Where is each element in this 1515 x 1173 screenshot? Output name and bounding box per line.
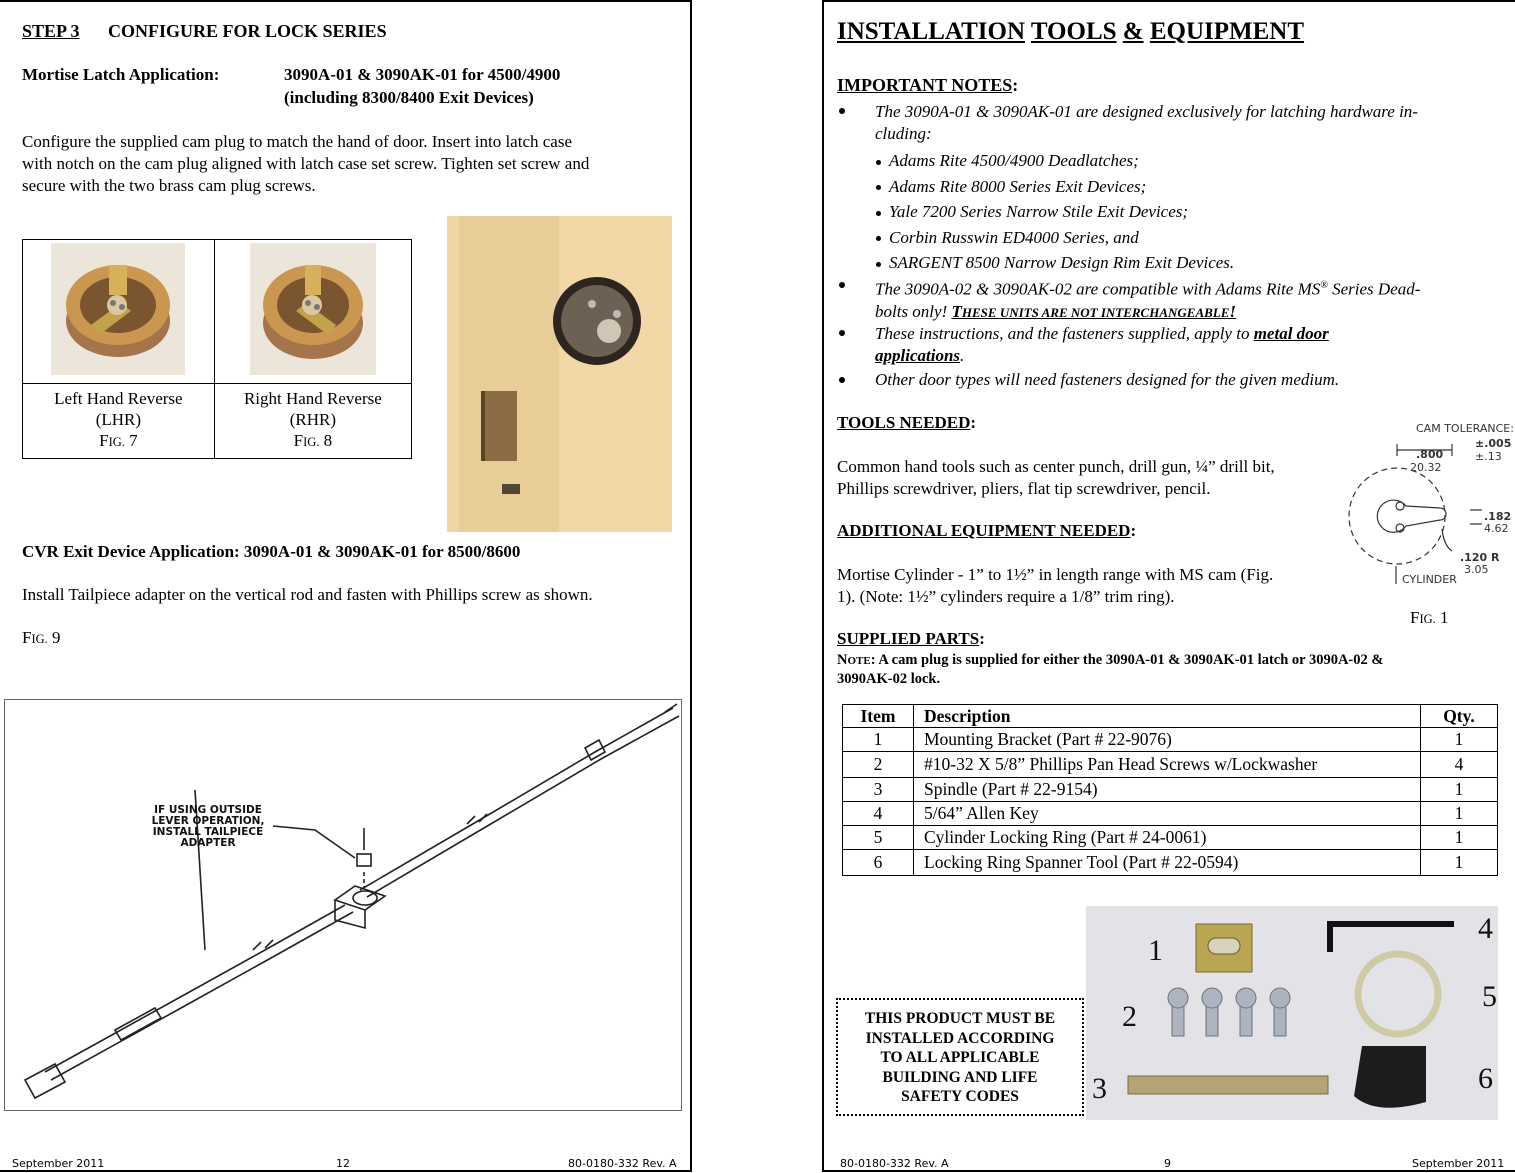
photo-number-1: 1 [1148,934,1163,967]
note-1-line-1: The 3090A-01 & 3090AK-01 are designed exclusively for latching hardware in- [875,102,1418,121]
step-title: CONFIGURE FOR LOCK SERIES [108,21,387,41]
title-word-3: EQUIPMENT [1149,18,1305,45]
dim2-in: .182 [1484,510,1512,523]
left-page [0,0,692,1172]
supplied-parts-photo [1086,906,1498,1120]
right-footer-page: 9 [1164,1157,1171,1170]
tol-in: ±.005 [1475,437,1512,450]
right-footer-doc: 80-0180-332 Rev. A [840,1157,949,1170]
note-4: Other door types will need fasteners designed for the given medium. [875,370,1340,389]
table-row: 2 #10-32 X 5/8” Phillips Pan Head Screws w/Lockwasher 4 [843,752,1498,778]
additional-line-1: Mortise Cylinder - 1” to 1½” in length range with MS cam (Fig. [837,565,1274,584]
supplied-note: NOTE: A cam plug is supplied for either the 3090A-01 & 3090AK-01 latch or 3090A-02 & 3090AK-02 lock. [837,652,1384,687]
table-header-row [843,705,1498,728]
title-amp: & [1122,18,1144,45]
tools-heading: TOOLS NEEDED: [837,413,977,432]
photo-number-2: 2 [1122,1000,1137,1033]
table-row: 1 Mounting Bracket (Part # 22-9076) 1 [843,728,1498,752]
additional-heading: ADDITIONAL EQUIPMENT NEEDED: [837,521,1137,540]
note-2: The 3090A-02 & 3090AK-02 are compatible with Adams Rite MS® Series Dead- bolts only! THESE UNITS ARE NOT INTERCHANGEABLE! [875,279,1421,321]
lhr-caption [23,384,215,459]
mortise-label: Mortise Latch Application: [22,65,220,84]
tools-line-1: Common hand tools such as center punch, drill gun, ¼” drill bit, [837,457,1275,476]
cam-tolerance-drawing [1340,416,1515,591]
note-3: These instructions, and the fasteners supplied, apply to metal door applications. [875,324,1329,365]
table-row: 3 Spindle (Part # 22-9154) 1 [843,778,1498,802]
lhr-cam-plug-image [51,243,185,375]
mortise-value-1: 3090A-01 & 3090AK-01 for 4500/4900 [284,65,561,84]
dim1-in: .800 [1416,448,1444,461]
title-word-1: INSTALLATION [837,18,1026,45]
compatible-hardware-list [876,148,1234,276]
page-title [837,18,1304,46]
fig1-label: FIG. 1 [1410,608,1449,627]
table-row: 5 Cylinder Locking Ring (Part # 24-0061) 1 [843,826,1498,850]
fig9-label: FIG. 9 [22,628,61,647]
rhr-caption-line1: Right Hand Reverse [243,389,382,408]
photo-number-6: 6 [1478,1062,1493,1095]
cylinder-label: CYLINDER [1402,573,1457,586]
warning-line-3: TO ALL APPLICABLE [880,1049,1040,1066]
step-label: STEP 3 [22,21,80,41]
left-footer-date: September 2011 [12,1157,105,1170]
dim3-in: .120 R [1460,551,1500,564]
dim3-mm: 3.05 [1464,563,1489,576]
warning-line-4: BUILDING AND LIFE [882,1068,1038,1086]
configure-line-3: secure with the two brass cam plug screws. [22,176,316,195]
list-item: Adams Rite 8000 Series Exit Devices; [876,174,1234,200]
list-item: Corbin Russwin ED4000 Series, and [876,225,1234,251]
lhr-caption-line2: (LHR) [95,410,142,429]
callout-line-1: IF USING OUTSIDE [154,804,262,816]
table-row: 6 Locking Ring Spanner Tool (Part # 22-0594) 1 [843,850,1498,876]
dim1-mm: 20.32 [1410,461,1442,474]
bullet [839,282,845,288]
rhr-photo-cell [214,240,411,384]
additional-paragraph [837,564,1273,608]
lhr-caption-line1: Left Hand Reverse [54,389,183,408]
additional-line-2: 1). (Note: 1½” cylinders require a 1/8” trim ring). [837,587,1175,606]
col-qty: Qty. [1421,705,1498,728]
rhr-caption-line2: (RHR) [289,410,337,429]
configure-line-2: with notch on the cam plug aligned with latch case set screw. Tighten set screw and [22,154,590,173]
bullet [839,377,845,383]
col-description: Description [914,705,1421,728]
list-item: Adams Rite 4500/4900 Deadlatches; [876,148,1234,174]
bullet [839,330,845,336]
table-row: 4 5/64” Allen Key 1 [843,802,1498,826]
note-1-line-2: cluding: [875,124,932,143]
left-footer-doc: 80-0180-332 Rev. A [568,1157,677,1170]
photo-number-3: 3 [1092,1072,1107,1105]
rhr-caption [214,384,411,459]
supplied-heading: SUPPLIED PARTS: [837,629,985,648]
fig8-label: FIG. 8 [293,431,333,450]
photo-number-4: 4 [1478,912,1493,945]
rhr-cam-plug-image [250,243,376,375]
tol-mm: ±.13 [1475,450,1502,463]
tools-paragraph [837,456,1275,500]
lhr-photo-cell [23,240,215,384]
dim2-mm: 4.62 [1484,522,1509,535]
cvr-paragraph: Install Tailpiece adapter on the vertical rod and fasten with Phillips screw as shown. [22,585,593,604]
safety-warning-box [836,998,1084,1116]
list-item: SARGENT 8500 Narrow Design Rim Exit Devices. [876,250,1234,276]
left-footer-page: 12 [336,1157,350,1170]
fig7-label: FIG. 7 [99,431,138,450]
callout-line-4: ADAPTER [180,837,236,849]
callout-line-3: INSTALL TAILPIECE [152,826,264,838]
col-item: Item [843,705,914,728]
list-item: Yale 7200 Series Narrow Stile Exit Devices; [876,199,1234,225]
door-latch-photo [447,216,672,532]
note-1 [875,101,1418,145]
configure-paragraph [22,131,589,197]
cam-tolerance-label: CAM TOLERANCE: [1416,422,1514,435]
step-heading [22,21,387,42]
warning-line-2: INSTALLED ACCORDING [865,1029,1055,1047]
cvr-drawing [4,699,682,1111]
tools-line-2: Phillips screwdriver, pliers, flat tip screwdriver, pencil. [837,479,1211,498]
cvr-heading: CVR Exit Device Application: 3090A-01 & 3090AK-01 for 8500/8600 [22,542,521,561]
supplied-parts-table [842,704,1498,876]
warning-line-1: THIS PRODUCT MUST BE [864,1010,1056,1027]
title-word-2: TOOLS [1030,18,1117,45]
exit-device-rod-drawing [5,700,681,1110]
cam-plug-figure-table [22,239,412,459]
right-footer-date: September 2011 [1412,1157,1505,1170]
configure-line-1: Configure the supplied cam plug to match the hand of door. Insert into latch case [22,132,572,151]
warning-line-5: SAFETY CODES [901,1088,1019,1105]
right-page [822,0,1515,1172]
mortise-value-2: (including 8300/8400 Exit Devices) [284,88,534,107]
bullet [839,108,845,114]
callout-line-2: LEVER OPERATION, [151,815,265,827]
photo-number-5: 5 [1482,980,1497,1013]
important-heading: IMPORTANT NOTES: [837,75,1019,95]
